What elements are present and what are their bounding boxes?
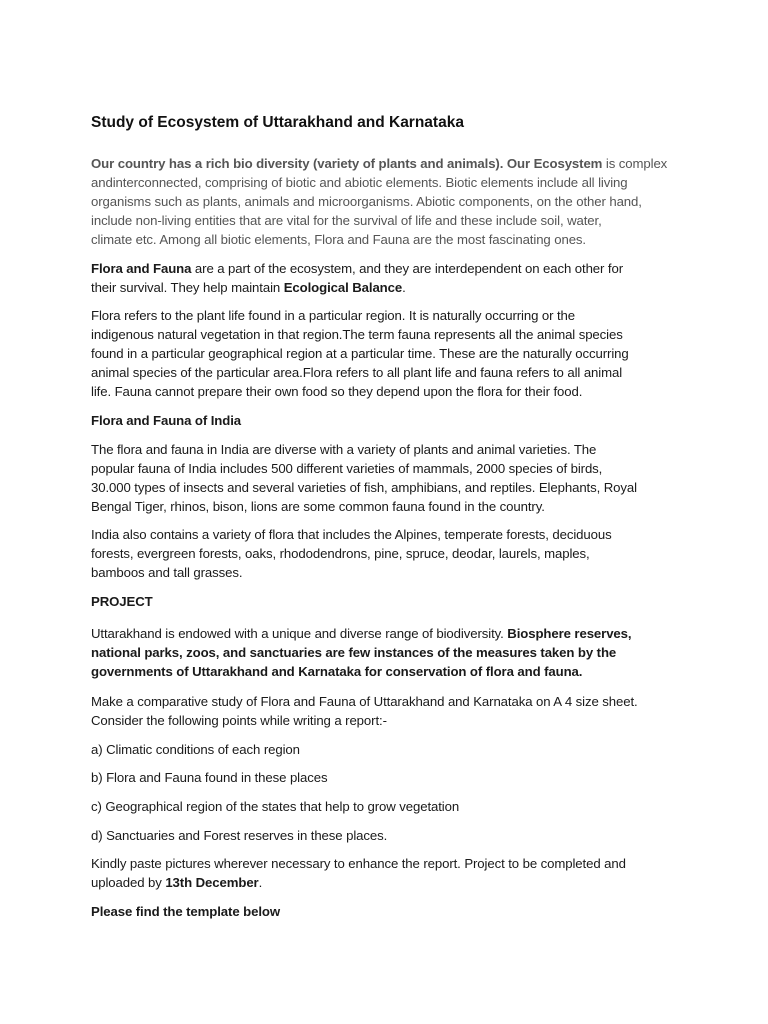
india-p2-line-3: bamboos and tall grasses. [91, 565, 243, 580]
india-p2-line-2: forests, evergreen forests, oaks, rhododendrons, pine, spruce, deodar, laurels, maples, [91, 546, 590, 561]
project-line-1-end: Biosphere reserves, [507, 626, 632, 641]
point-d: d) Sanctuaries and Forest reserves in these places. [91, 828, 388, 843]
ecological-balance-bold: Ecological Balance [283, 280, 403, 295]
intro-line-2: andinterconnected, comprising of biotic and abiotic elements. Biotic elements include all living [91, 175, 628, 190]
flora-definition-paragraph [91, 306, 681, 401]
intro-line-4: include non-living entities that are vital for the survival of life and these include soil, water, [91, 213, 602, 228]
document-title: Study of Ecosystem of Uttarakhand and Karnataka [91, 114, 464, 131]
india-paragraph-2 [91, 525, 681, 582]
flora-fauna-line-1-rest: are a part of the ecosystem, and they are interdependent on each other for [191, 261, 623, 276]
flora-def-line-5: life. Fauna cannot prepare their own food so they depend upon the flora for their food. [91, 384, 583, 399]
point-a: a) Climatic conditions of each region [91, 742, 300, 757]
project-line-3: governments of Uttarakhand and Karnataka for conservation of flora and fauna. [91, 664, 583, 679]
intro-line-5: climate etc. Among all biotic elements, Flora and Fauna are the most fascinating ones. [91, 232, 586, 247]
intro-line-3: organisms such as plants, animals and microorganisms. Abiotic components, on the other hand, [91, 194, 642, 209]
closing-line-2-end: . [258, 875, 263, 890]
project-line-2: national parks, zoos, and sanctuaries are few instances of the measures taken by the [91, 645, 617, 660]
deadline-bold: 13th December [165, 875, 259, 890]
point-b: b) Flora and Fauna found in these places [91, 770, 328, 785]
flora-fauna-line-2-end: . [402, 280, 406, 295]
india-p2-line-1: India also contains a variety of flora that includes the Alpines, temperate forests, deciduous [91, 527, 612, 542]
india-paragraph-1 [91, 440, 681, 516]
closing-line-2-start: uploaded by [91, 875, 166, 890]
project-paragraph [91, 624, 681, 681]
intro-paragraph [91, 154, 681, 249]
instructions-line-2: Consider the following points while writing a report:- [91, 713, 387, 728]
instructions-paragraph [91, 692, 681, 730]
india-p1-line-4: Bengal Tiger, rhinos, bison, lions are some common fauna found in the country. [91, 499, 545, 514]
flora-def-line-1: Flora refers to the plant life found in a particular region. It is naturally occurring or the [91, 308, 576, 323]
intro-line-1-rest: is complex [602, 156, 668, 171]
instructions-line-1: Make a comparative study of Flora and Fauna of Uttarakhand and Karnataka on A 4 size sheet. [91, 694, 638, 709]
india-p1-line-1: The flora and fauna in India are diverse with a variety of plants and animal varieties. The [91, 442, 597, 457]
flora-fauna-bold: Flora and Fauna [91, 261, 192, 276]
project-line-1-start: Uttarakhand is endowed with a unique and diverse range of biodiversity. [91, 626, 508, 641]
intro-lead: Our country has a rich bio diversity (variety of plants and animals). [91, 156, 504, 171]
intro-ecosystem-bold: Our Ecosystem [506, 156, 603, 171]
flora-def-line-2: indigenous natural vegetation in that region.The term fauna represents all the animal species [91, 327, 623, 342]
flora-def-line-4: animal species of the particular area.Flora refers to all plant life and fauna refers to all animal [91, 365, 623, 380]
project-heading: PROJECT [91, 594, 153, 609]
india-heading: Flora and Fauna of India [91, 413, 241, 428]
india-p1-line-3: 30.000 types of insects and several varieties of fish, amphibians, and reptiles. Elephants, Royal [91, 480, 637, 495]
india-p1-line-2: popular fauna of India includes 500 different varieties of mammals, 2000 species of birds, [91, 461, 603, 476]
flora-fauna-line-2-start: their survival. They help maintain [91, 280, 284, 295]
flora-def-line-3: found in a particular geographical region at a particular time. These are the naturally occurring [91, 346, 629, 361]
closing-line-1: Kindly paste pictures wherever necessary to enhance the report. Project to be completed and [91, 856, 626, 871]
closing-paragraph [91, 854, 681, 892]
point-c: c) Geographical region of the states that help to grow vegetation [91, 799, 460, 814]
template-note: Please find the template below [91, 904, 280, 919]
flora-fauna-paragraph [91, 259, 681, 297]
